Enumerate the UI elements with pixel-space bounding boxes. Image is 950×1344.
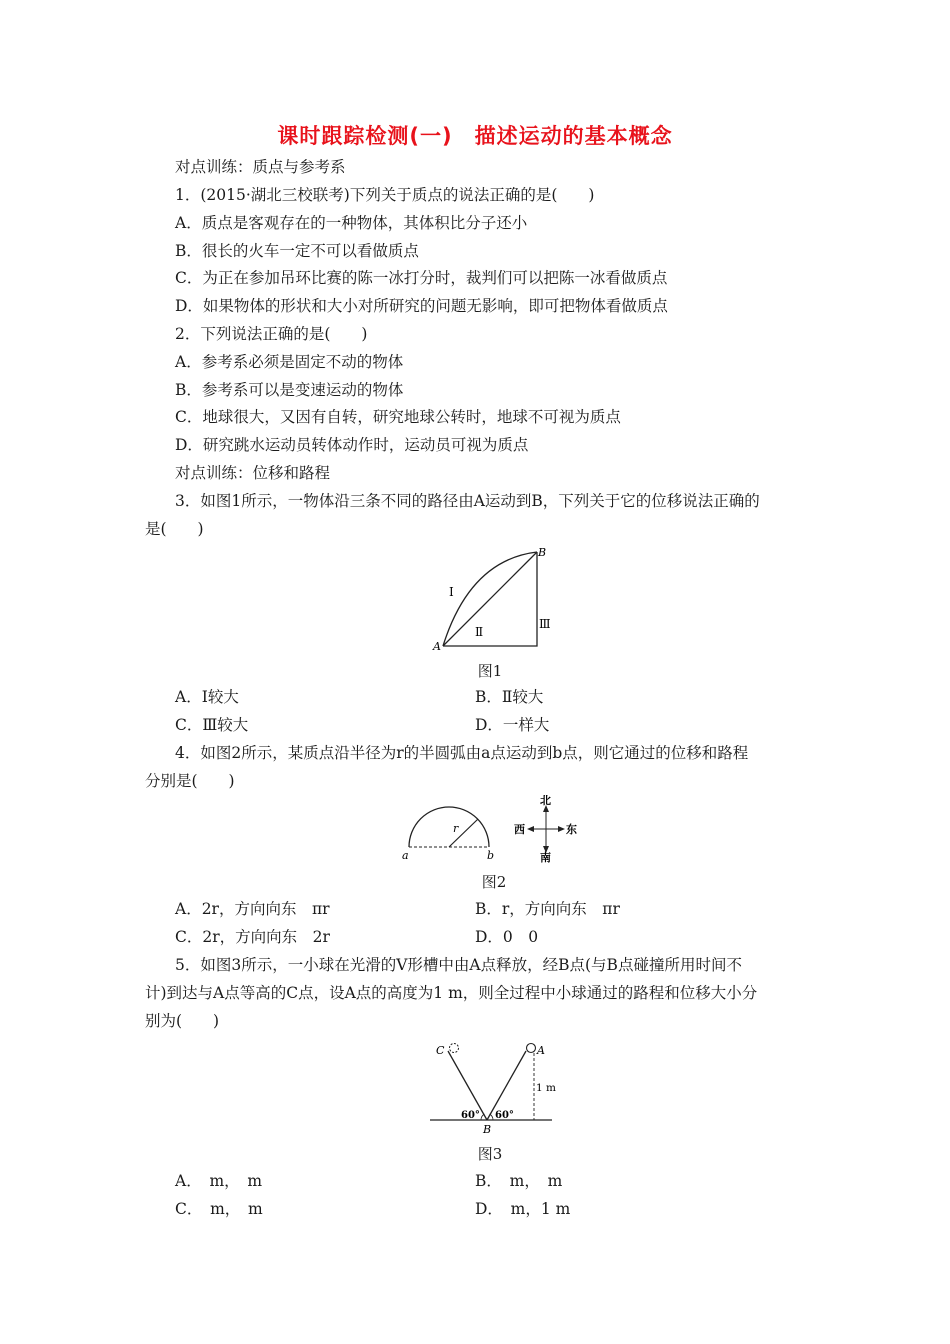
question-2-option-d: D．研究跳水运动员转体动作时，运动员可视为质点 — [175, 436, 529, 454]
point-b-label: B — [483, 1123, 492, 1136]
path-1-label: Ⅰ — [449, 585, 454, 599]
section-heading-particle: 对点训练：质点与参考系 — [175, 158, 346, 176]
height-label: 1 m — [536, 1082, 556, 1094]
figure-3-diagram — [425, 1037, 560, 1137]
figure-3-caption: 图3 — [477, 1145, 503, 1163]
path-3-label: Ⅲ — [539, 617, 551, 631]
question-3-option-d: D．一样大 — [475, 716, 550, 734]
question-4-option-a: A．2r，方向向东 πr — [175, 900, 330, 918]
question-5-option-b: B． m， m — [475, 1172, 563, 1190]
question-3-option-a: A．Ⅰ较大 — [175, 688, 239, 706]
compass-east-label: 东 — [566, 823, 577, 836]
question-3-stem-line2: 是( ) — [145, 520, 204, 538]
compass-west-label: 西 — [514, 823, 525, 836]
figure-1-caption: 图1 — [477, 662, 503, 680]
question-4-option-d: D．0 0 — [475, 928, 539, 946]
page-title: 课时跟踪检测(一) 描述运动的基本概念 — [277, 124, 673, 148]
question-2-stem: 2．下列说法正确的是( ) — [175, 325, 368, 343]
question-5-stem-line3: 别为( ) — [145, 1012, 220, 1030]
figure-1-diagram — [425, 540, 560, 655]
question-3-stem-line1: 3．如图1所示，一物体沿三条不同的路径由A运动到B，下列关于它的位移说法正确的 — [175, 492, 760, 510]
question-5-option-c: C． m， m — [175, 1200, 263, 1218]
question-5-stem-line2: 计)到达与A点等高的C点，设A点的高度为1 m，则全过程中小球通过的路程和位移大小分 — [145, 984, 758, 1002]
question-4-option-c: C．2r，方向向东 2r — [175, 928, 330, 946]
question-1-option-b: B．很长的火车一定不可以看做质点 — [175, 242, 419, 260]
question-1-option-d: D．如果物体的形状和大小对所研究的问题无影响，即可把物体看做质点 — [175, 297, 668, 315]
question-1-option-a: A．质点是客观存在的一种物体，其体积比分子还小 — [175, 214, 528, 232]
point-c-label: C — [436, 1044, 445, 1057]
ball-at-a-icon — [527, 1044, 536, 1053]
figure-2-diagram — [398, 795, 598, 865]
point-b-label: b — [487, 849, 495, 862]
compass-south-label: 南 — [540, 851, 551, 864]
point-a-label: A — [433, 640, 441, 653]
semicircle-arc — [409, 807, 489, 847]
west-arrow-icon — [527, 826, 534, 832]
question-3-option-c: C．Ⅲ较大 — [175, 716, 249, 734]
left-angle-label: 60° — [461, 1110, 480, 1121]
point-b-label: B — [538, 546, 547, 559]
compass-north-label: 北 — [540, 795, 551, 807]
question-5-option-d: D． m，1 m — [475, 1200, 571, 1218]
east-arrow-icon — [558, 826, 565, 832]
path-2-straight — [443, 552, 537, 646]
point-a-label: A — [537, 1044, 545, 1057]
ball-at-c-icon — [450, 1044, 459, 1053]
path-2-label: Ⅱ — [475, 625, 484, 639]
question-2-option-a: A．参考系必须是固定不动的物体 — [175, 353, 404, 371]
radius-label: r — [453, 822, 459, 835]
question-3-option-b: B．Ⅱ较大 — [475, 688, 544, 706]
section-heading-displacement: 对点训练：位移和路程 — [175, 464, 331, 482]
figure-2-caption: 图2 — [481, 873, 507, 891]
question-4-stem-line1: 4．如图2所示，某质点沿半径为r的半圆弧由a点运动到b点，则它通过的位移和路程 — [175, 744, 749, 762]
question-5-option-a: A． m， m — [175, 1172, 263, 1190]
point-a-label: a — [402, 849, 409, 862]
question-1-option-c: C．为正在参加吊环比赛的陈一冰打分时，裁判们可以把陈一冰看做质点 — [175, 269, 668, 287]
right-angle-label: 60° — [495, 1110, 514, 1121]
question-2-option-b: B．参考系可以是变速运动的物体 — [175, 381, 404, 399]
question-4-stem-line2: 分别是( ) — [145, 772, 235, 790]
question-4-option-b: B．r，方向向东 πr — [475, 900, 620, 918]
question-2-option-c: C．地球很大，又因有自转，研究地球公转时，地球不可视为质点 — [175, 408, 621, 426]
question-5-stem-line1: 5．如图3所示，一小球在光滑的V形槽中由A点释放，经B点(与B点碰撞所用时间不 — [175, 956, 742, 974]
question-1-stem: 1．(2015·湖北三校联考)下列关于质点的说法正确的是( ) — [175, 186, 595, 204]
